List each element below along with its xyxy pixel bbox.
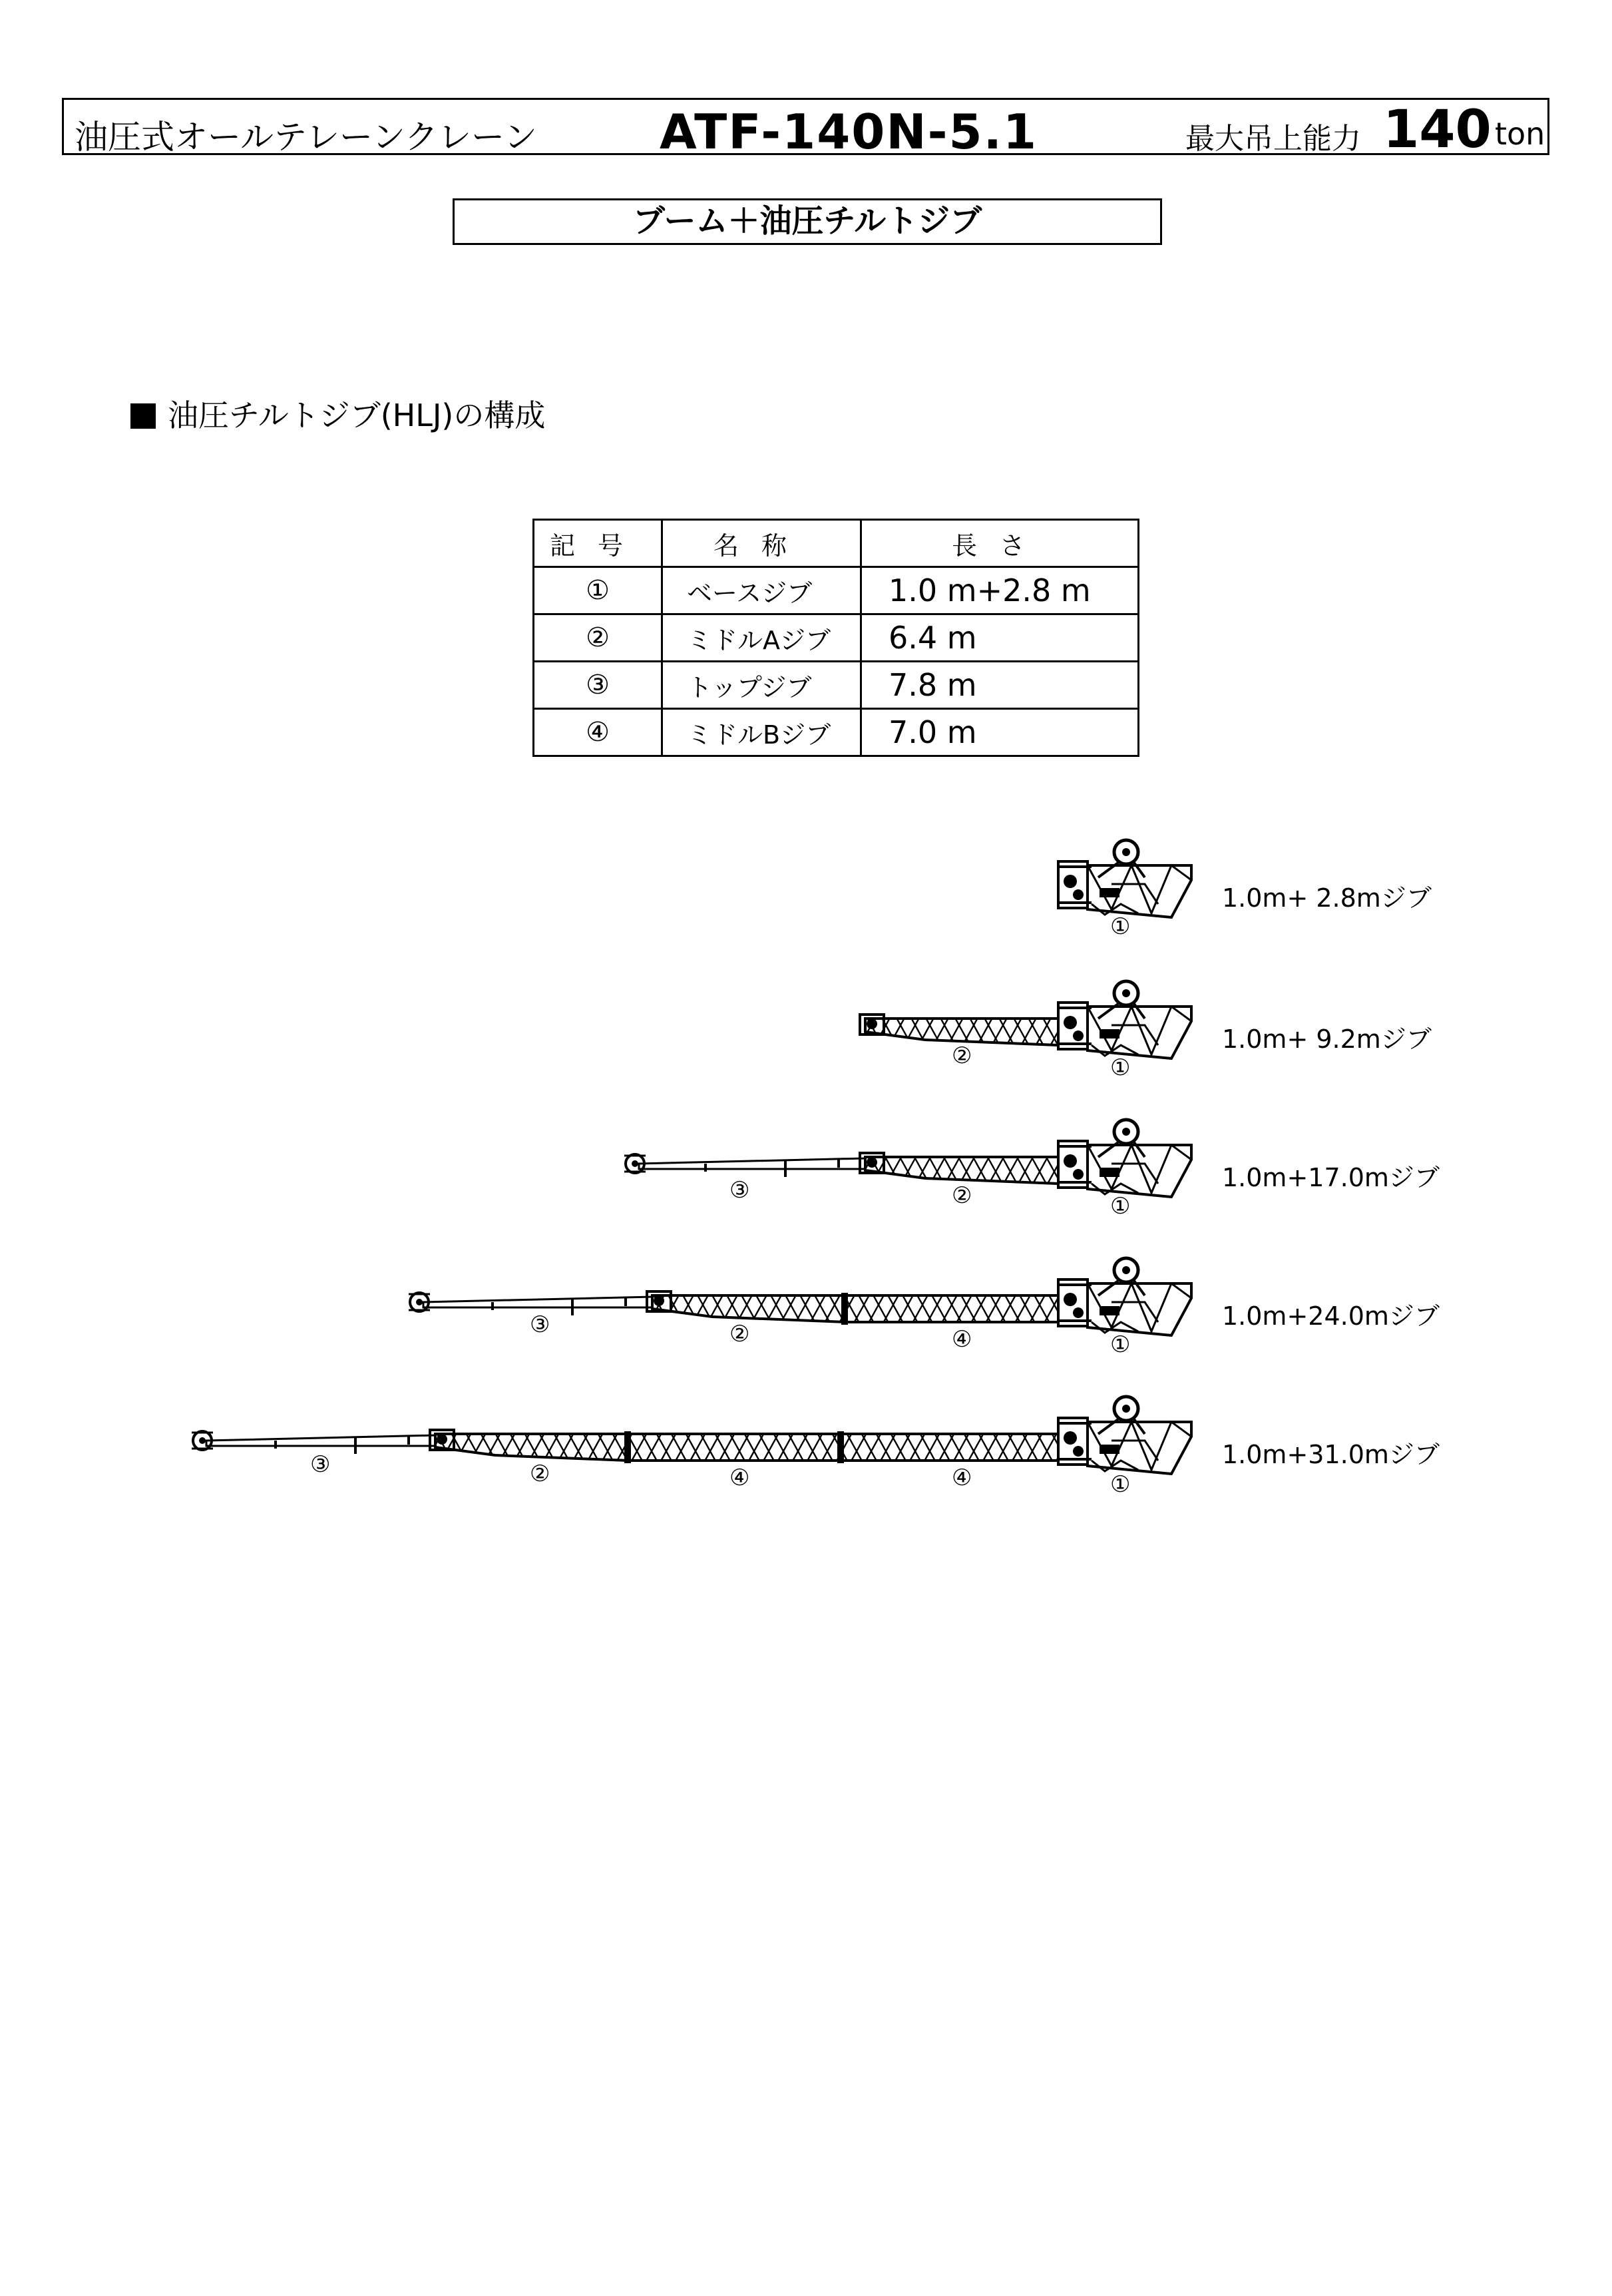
jib-config-3-drawing xyxy=(624,1120,1191,1197)
table-header-length: 長さ xyxy=(861,520,1139,567)
crane-type: 油圧式オールテレーンクレーン xyxy=(75,118,537,156)
section-number: ③ xyxy=(310,1451,331,1478)
row-length: 1.0 m+2.8 m xyxy=(861,567,1139,614)
row-symbol: ④ xyxy=(534,709,662,756)
section-number: ① xyxy=(1110,913,1131,940)
jib-config-label: 1.0m+17.0mジブ xyxy=(1222,1163,1440,1192)
jib-config-1-drawing xyxy=(1058,840,1191,917)
row-symbol: ① xyxy=(534,567,662,614)
section-number: ④ xyxy=(952,1465,972,1491)
section-heading-text: 油圧チルトジブ(HLJ)の構成 xyxy=(168,397,546,433)
section-number: ① xyxy=(1110,1054,1131,1081)
row-name: ミドルBジブ xyxy=(662,709,861,756)
section-number: ③ xyxy=(530,1311,550,1338)
table-header-name: 名称 xyxy=(662,520,861,567)
row-name: ミドルAジブ xyxy=(662,614,861,662)
jib-config-label: 1.0m+ 2.8mジブ xyxy=(1222,883,1432,913)
row-length: 7.0 m xyxy=(861,709,1139,756)
jib-config-4-drawing xyxy=(409,1258,1191,1335)
row-symbol: ③ xyxy=(534,662,662,709)
page-subtitle: ブーム＋油圧チルトジブ xyxy=(453,198,1162,245)
jib-config-label: 1.0m+31.0mジブ xyxy=(1222,1440,1440,1469)
jib-config-label: 1.0m+ 9.2mジブ xyxy=(1222,1025,1432,1054)
row-symbol: ② xyxy=(534,614,662,662)
table-header-symbol: 記号 xyxy=(534,520,662,567)
section-number: ④ xyxy=(729,1465,750,1491)
row-length: 7.8 m xyxy=(861,662,1139,709)
capacity-label: 最大吊上能力 xyxy=(1185,122,1361,156)
capacity-unit: ton xyxy=(1495,116,1545,152)
capacity-value: 140 xyxy=(1383,100,1492,160)
section-number: ② xyxy=(952,1042,972,1069)
jib-config-5-drawing xyxy=(192,1397,1191,1474)
row-length: 6.4 m xyxy=(861,614,1139,662)
row-name: トップジブ xyxy=(662,662,861,709)
section-number: ② xyxy=(952,1182,972,1209)
section-number: ① xyxy=(1110,1193,1131,1220)
jib-config-label: 1.0m+24.0mジブ xyxy=(1222,1301,1440,1331)
jib-config-2-drawing xyxy=(860,981,1191,1058)
section-number: ② xyxy=(530,1461,550,1487)
section-number: ① xyxy=(1110,1331,1131,1358)
model-name: ATF-140N-5.1 xyxy=(660,104,1038,160)
section-number: ② xyxy=(729,1321,750,1347)
section-number: ③ xyxy=(729,1177,750,1204)
section-number: ① xyxy=(1110,1471,1131,1498)
section-number: ④ xyxy=(952,1326,972,1353)
row-name: ベースジブ xyxy=(662,567,861,614)
